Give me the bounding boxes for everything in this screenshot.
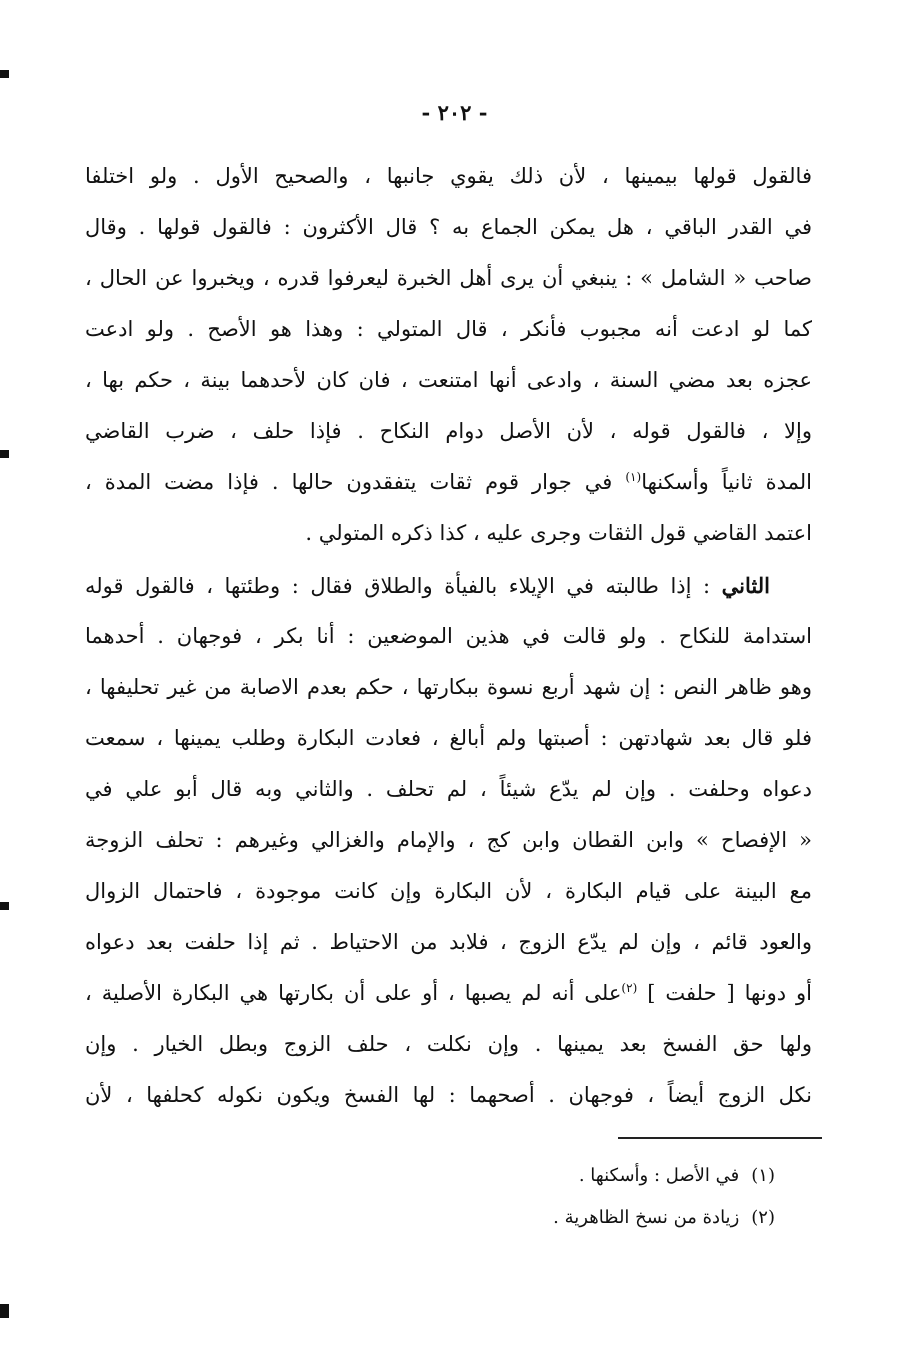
scan-edge-mark-4 [0, 1304, 9, 1318]
text-segment: : إذا طالبته في الإيلاء بالفيأة والطلاق فقال : وطئتها ، فالقول قوله [85, 574, 711, 598]
text-line: ولها حق الفسخ بعد يمينها . وإن نكلت ، حلف الزوج وبطل الخيار . وإن [85, 1032, 812, 1056]
text-line: والعود قائم ، وإن لم يدّع الزوج ، فلابد من الاحتياط . ثم إذا حلفت بعد دعواه [85, 930, 812, 954]
text-line: نكل الزوج أيضاً ، فوجهان . أصحهما : لها الفسخ ويكون نكوله كحلفها ، لأن [85, 1083, 812, 1107]
text-segment: في جوار قوم ثقات يتفقدون حالها . فإذا مضت المدة ، [85, 470, 613, 494]
text-line: فالقول قولها بيمينها ، لأن ذلك يقوي جانبها ، والصحيح الأول . ولو اختلفا [85, 164, 812, 188]
text-segment: على أنه لم يصبها ، أو على أن بكارتها هي البكارة الأصلية ، [85, 981, 622, 1005]
text-line: وإلا ، فالقول قوله ، لأن الأصل دوام النكاح . فإذا حلف ، ضرب القاضي [85, 419, 812, 443]
paragraph-lead-word: الثاني [721, 573, 770, 598]
footnote-text: زيادة من نسخ الظاهرية . [553, 1207, 740, 1228]
footnote-1 [300, 1155, 775, 1197]
text-segment: أو دونها [ حلفت ] [647, 981, 812, 1005]
text-line: صاحب « الشامل » : ينبغي أن يرى أهل الخبرة ليعرفوا قدره ، ويخبروا عن الحال ، [85, 266, 812, 290]
text-line: « الإفصاح » وابن القطان وابن كج ، والإمام والغزالي وغيرهم : تحلف الزوجة [85, 828, 812, 852]
text-line [85, 968, 812, 1019]
text-line [85, 560, 812, 611]
footnote-2 [300, 1197, 775, 1239]
paragraph-2 [85, 560, 812, 1121]
footnotes [300, 1155, 775, 1239]
footnote-ref-2: (٢) [621, 981, 638, 995]
page-number: - ٢٠٢ - [421, 100, 488, 125]
footnote-number: (١) [751, 1165, 775, 1186]
text-line: كما لو ادعت أنه مجبوب فأنكر ، قال المتولي : وهذا هو الأصح . ولو ادعت [85, 317, 812, 341]
text-line [85, 457, 812, 508]
footnote-ref-1: (١) [625, 470, 642, 484]
scan-edge-mark-3 [0, 902, 9, 910]
text-line: مع البينة على قيام البكارة ، لأن البكارة وإن كانت موجودة ، فاحتمال الزوال [85, 879, 812, 903]
text-line: استدامة للنكاح . ولو قالت في هذين الموضعين : أنا بكر ، فوجهان . أحدهما [85, 624, 812, 648]
footnote-number: (٢) [751, 1207, 775, 1228]
footnote-separator [618, 1137, 822, 1139]
text-line: دعواه وحلفت . وإن لم يدّع شيئاً ، لم تحلف . والثاني وبه قال أبو علي في [85, 777, 812, 801]
scan-edge-mark-1 [0, 70, 9, 78]
scan-edge-mark-2 [0, 450, 9, 458]
text-segment: المدة ثانياً وأسكنها [641, 470, 812, 494]
footnote-text: في الأصل : وأسكنها . [578, 1165, 740, 1186]
text-line: وهو ظاهر النص : إن شهد أربع نسوة ببكارتها ، حكم بعدم الاصابة من غير تحليفها ، [85, 675, 812, 699]
text-line: عجزه بعد مضي السنة ، وادعى أنها امتنعت ، فان كان لأحدهما بينة ، حكم بها ، [85, 368, 812, 392]
text-line: في القدر الباقي ، هل يمكن الجماع به ؟ قال الأكثرون : فالقول قولها . وقال [85, 215, 812, 239]
text-line: اعتمد القاضي قول الثقات وجرى عليه ، كذا ذكره المتولي . [305, 521, 812, 545]
text-line: فلو قال بعد شهادتهن : أصبتها ولم أبالغ ، فعادت البكارة وطلب يمينها ، سمعت [85, 726, 812, 750]
paragraph-1 [85, 151, 812, 559]
